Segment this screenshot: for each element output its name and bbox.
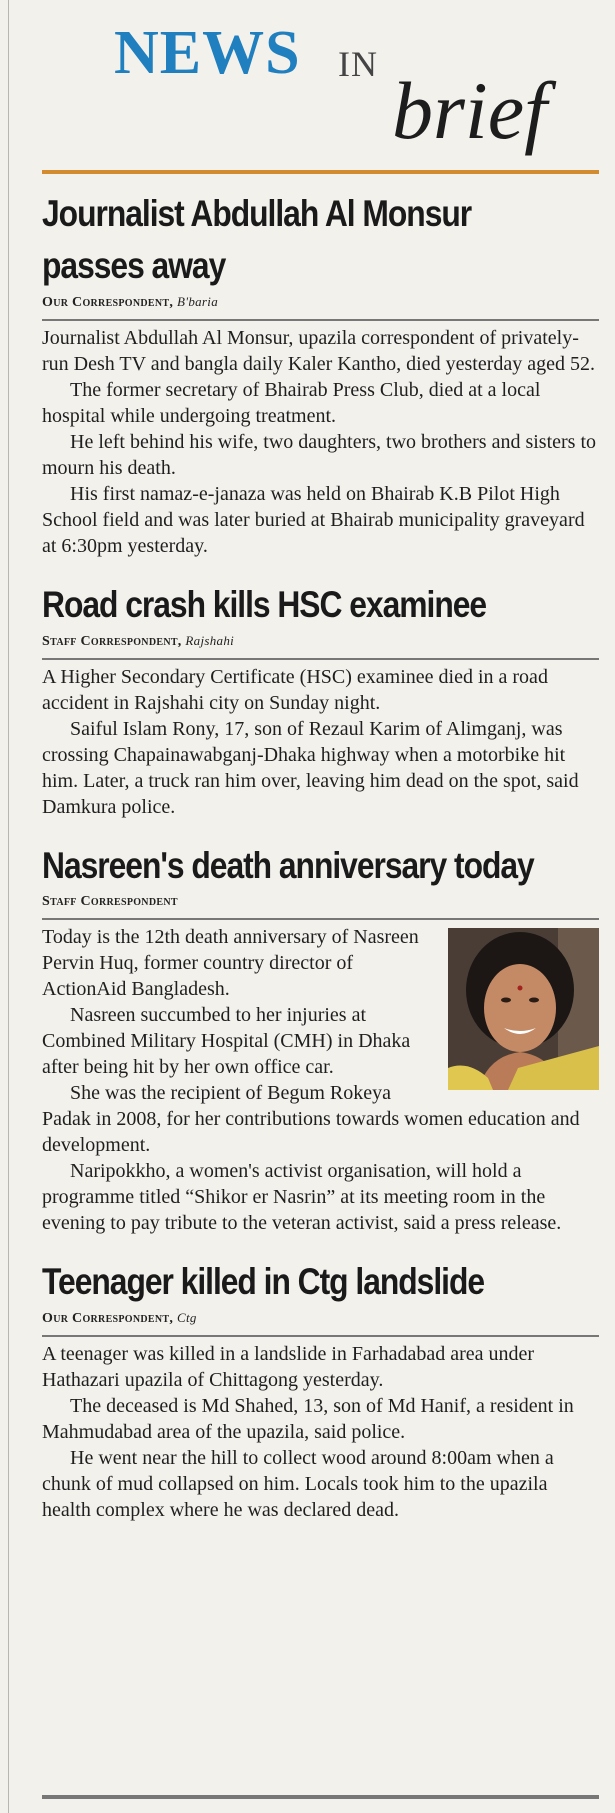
story-nasreen — [42, 820, 599, 1236]
story-road-crash — [42, 559, 599, 820]
paragraph: Saiful Islam Rony, 17, son of Rezaul Karim of Alimganj, was crossing Chapainawabganj-Dhaka highway when a motorbike hit him. Later, a truck ran him over, leaving him dead on the spot, said Damkura police. — [42, 718, 579, 818]
paragraph: She was the recipient of Begum Rokeya Padak in 2008, for her contributions towards women education and development. — [42, 1082, 580, 1156]
byline-place: B'baria — [177, 294, 219, 309]
byline-place: Ctg — [177, 1310, 197, 1325]
paragraph: He went near the hill to collect wood around 8:00am when a chunk of mud collapsed on him. Locals took him to the upazila health complex where he was declared dead. — [42, 1447, 554, 1521]
story-monsur — [42, 168, 599, 559]
paragraph: Journalist Abdullah Al Monsur, upazila correspondent of privately-run Desh TV and bangla daily Kaler Kantho, died yesterday aged 52. — [42, 327, 595, 375]
paragraph: His first namaz-e-janaza was held on Bhairab K.B Pilot High School field and was later buried at Bhairab municipality graveyard at 6:30pm yesterday. — [42, 483, 585, 557]
byline-author: Our Correspondent, — [42, 295, 174, 310]
headline: Road crash kills HSC examinee — [42, 584, 487, 625]
story-rule — [42, 319, 599, 321]
paragraph: He left behind his wife, two daughters, two brothers and sisters to mourn his death. — [42, 431, 597, 479]
masthead-news: NEWS — [114, 19, 301, 87]
story-rule — [42, 1335, 599, 1337]
byline — [42, 292, 599, 313]
byline — [42, 892, 599, 912]
paragraph: The deceased is Md Shahed, 13, son of Md Hanif, a resident in Mahmudabad area of the upazila, said police. — [42, 1395, 574, 1443]
byline — [42, 631, 599, 652]
portrait-photo — [448, 928, 599, 1090]
paragraph: A Higher Secondary Certificate (HSC) examinee died in a road accident in Rajshahi city on Sunday night. — [42, 666, 548, 714]
story-landslide — [42, 1236, 599, 1523]
byline-place: Rajshahi — [185, 633, 235, 648]
story-rule — [42, 918, 599, 920]
headline: passes away — [42, 245, 226, 286]
paragraph: Today is the 12th death anniversary of Nasreen Pervin Huq, former country director of ActionAid Bangladesh. — [42, 926, 419, 1000]
paragraph: The former secretary of Bhairab Press Club, died at a local hospital while undergoing treatment. — [42, 379, 541, 427]
headline: Journalist Abdullah Al Monsur — [42, 193, 472, 234]
byline-author: Staff Correspondent, — [42, 634, 182, 649]
story-rule — [42, 658, 599, 660]
masthead-rule — [42, 170, 599, 174]
masthead — [42, 0, 599, 168]
bottom-rule — [42, 1795, 599, 1799]
paragraph: Naripokkho, a women's activist organisation, will hold a programme titled “Shikor er Nasrin” at its meeting room in the evening to pay tribute to the veteran activist, said a press release. — [42, 1160, 562, 1234]
headline: Nasreen's death anniversary today — [42, 845, 534, 886]
byline-author: Our Correspondent, — [42, 1311, 174, 1326]
masthead-brief: brief — [392, 65, 547, 156]
byline-author: Staff Correspondent — [42, 894, 178, 909]
paragraph: A teenager was killed in a landslide in Farhadabad area under Hathazari upazila of Chittagong yesterday. — [42, 1343, 535, 1391]
masthead-in: IN — [338, 44, 378, 84]
portrait-photo-graphic — [448, 928, 599, 1090]
left-column-rule — [8, 0, 9, 1813]
byline — [42, 1308, 599, 1329]
headline: Teenager killed in Ctg landslide — [42, 1261, 485, 1302]
paragraph: Nasreen succumbed to her injuries at Combined Military Hospital (CMH) in Dhaka after being hit by her own office car. — [42, 1004, 411, 1078]
